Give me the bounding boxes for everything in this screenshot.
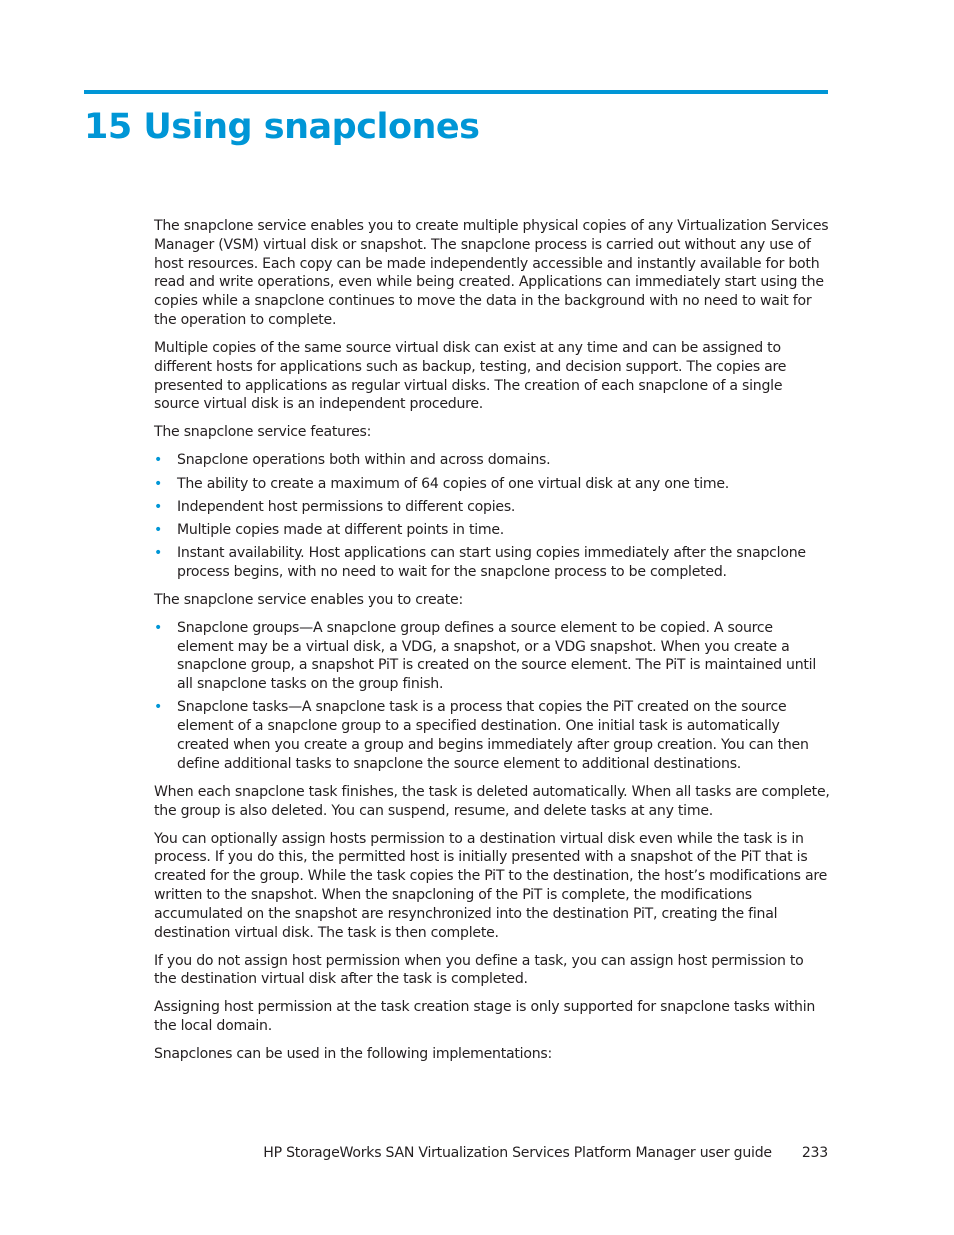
bullet-icon: • — [154, 498, 163, 515]
paragraph-features-intro: The snapclone service features: — [154, 424, 372, 441]
page-footer — [263, 1144, 828, 1162]
paragraph-task-finish: When each snapclone task finishes, the task is deleted automatically. When all tasks are complete, the group is also deleted. You can suspend, resume, and delete tasks at any time. — [154, 783, 830, 819]
chapter-rule — [84, 90, 828, 94]
bullet-icon: • — [154, 699, 163, 716]
page-number: 233 — [801, 1145, 828, 1161]
paragraph-create-intro: The snapclone service enables you to create: — [154, 591, 463, 608]
bullet-icon: • — [154, 545, 163, 562]
bullet-icon: • — [154, 521, 163, 538]
footer-guide-title: HP StorageWorks SAN Virtualization Services Platform Manager user guide — [263, 1145, 772, 1161]
bullet-icon: • — [154, 452, 163, 469]
paragraph-assign-after: If you do not assign host permission when you define a task, you can assign host permission to the destination virtual disk after the task is completed. — [154, 952, 804, 988]
list-item: • Snapclone operations both within and across domains. — [154, 452, 551, 469]
bullet-icon: • — [154, 475, 163, 492]
features-list — [154, 451, 830, 581]
chapter-title: 15 Using snapclones — [84, 107, 480, 147]
list-item: • Snapclone tasks—A snapclone task is a process that copies the PiT created on the source element of a snapclone group to a specified destination. One initial task is automatically created when you create a group and begins immediately after group creation. You can then define additional tasks to snapclone the source element to additional destinations. — [154, 699, 809, 772]
paragraph-implementations: Snapclones can be used in the following implementations: — [154, 1046, 552, 1063]
paragraph-multiple-copies: Multiple copies of the same source virtual disk can exist at any time and can be assigned to different hosts for applications such as backup, testing, and decision support. The copies are presented to applications as regular virtual disks. The creation of each snapclone of a single source virtual disk is an independent procedure. — [154, 339, 787, 413]
paragraph-local-domain: Assigning host permission at the task creation stage is only supported for snapclone tasks within the local domain. — [154, 999, 816, 1035]
paragraph-intro: The snapclone service enables you to create multiple physical copies of any Virtualization Services Manager (VSM) virtual disk or snapshot. The snapclone process is carried out without any use of host resources. Each copy can be made independently accessible and instantly available for both read and write operations, even while being created. Applications can immediately start using the copies while a snapclone continues to move the data in the background with no need to wait for the operation to complete. — [154, 218, 829, 328]
create-list — [154, 619, 830, 774]
bullet-icon: • — [154, 619, 163, 636]
list-item: • Instant availability. Host applications can start using copies immediately after the snapclone process begins, with no need to wait for the snapclone process to be completed. — [154, 545, 806, 580]
list-item: • The ability to create a maximum of 64 copies of one virtual disk at any one time. — [154, 475, 729, 492]
body-content — [154, 217, 830, 1073]
list-item: • Multiple copies made at different points in time. — [154, 521, 505, 538]
list-item: • Independent host permissions to different copies. — [154, 498, 516, 515]
paragraph-host-permission: You can optionally assign hosts permission to a destination virtual disk even while the task is in process. If you do this, the permitted host is initially presented with a snapshot of the PiT that is created for the group. While the task copies the PiT to the destination, the host’s modifications are written to the snapshot. When the snapcloning of the PiT is complete, the modifications accumulated on the snapshot are resynchronized into the destination PiT, creating the final destination virtual disk. The task is then complete. — [154, 830, 828, 941]
list-item: • Snapclone groups—A snapclone group defines a source element to be copied. A source element may be a virtual disk, a VDG, a snapshot, or a VDG snapshot. When you create a snapclone group, a snapshot PiT is created on the source element. The PiT is maintained until all snapclone tasks on the group finish. — [154, 619, 817, 693]
